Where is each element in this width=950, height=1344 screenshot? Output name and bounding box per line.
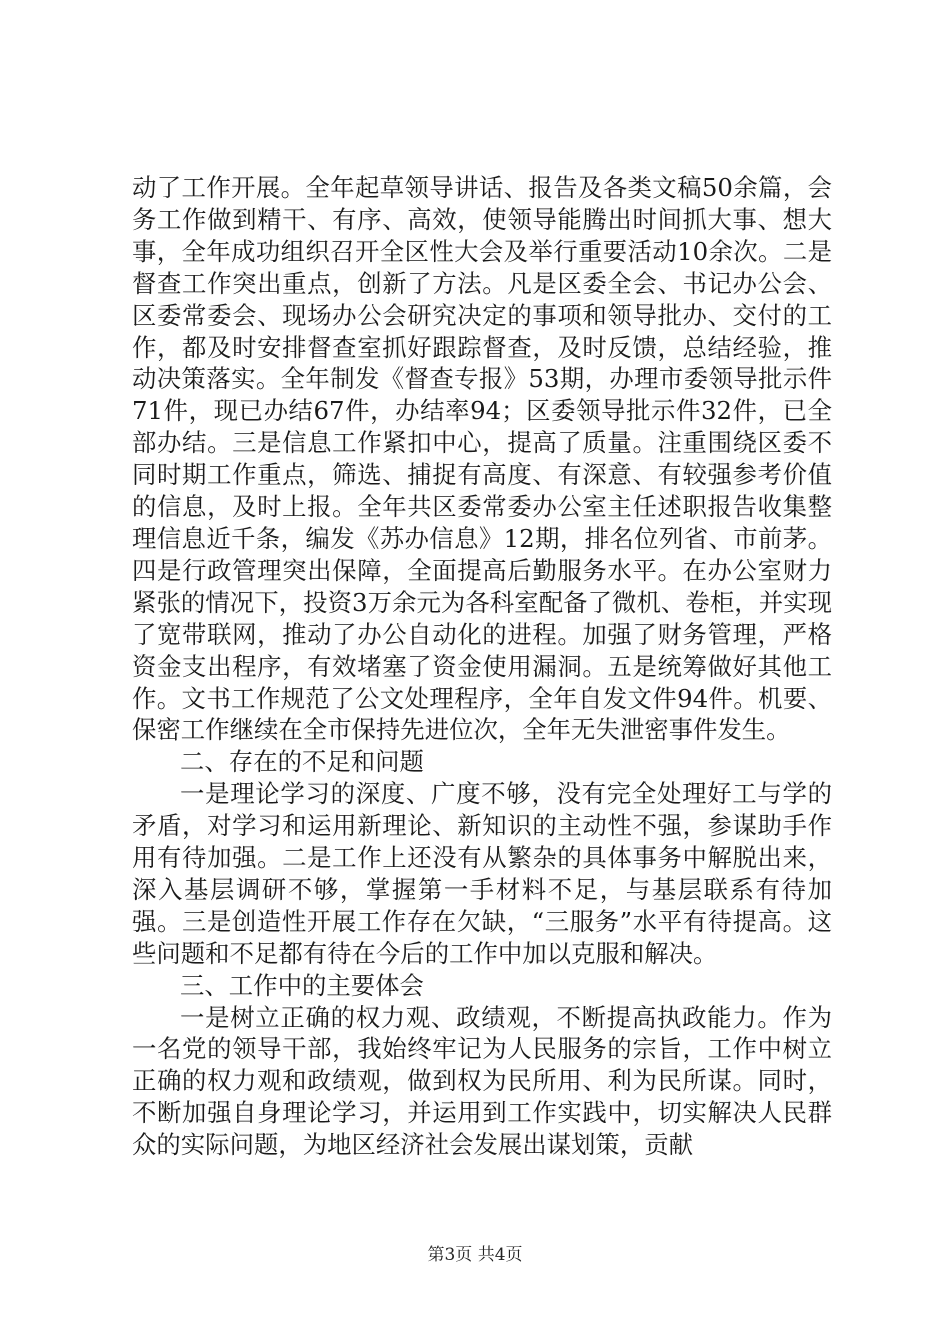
body-paragraph-problems: 一是理论学习的深度、广度不够，没有完全处理好工与学的矛盾，对学习和运用新理论、新知识的主动性不强，参谋助手作用有待加强。二是工作上还没有从繁杂的具体事务中解脱出来，深入基层调研不够，掌握第一手材料不足，与基层联系有待加强。三是创造性开展工作存在欠缺，“三服务”水平有待提高。这些问题和不足都有待在今后的工作中加以克服和解决。 — [132, 779, 832, 968]
document-body — [132, 172, 832, 1161]
body-paragraph-experience: 一是树立正确的权力观、政绩观，不断提高执政能力。作为一名党的领导干部，我始终牢记为人民服务的宗旨，工作中树立正确的权力观和政绩观，做到权为民所用、利为民所谋。同时，不断加强自身理论学习，并运用到工作实践中，切实解决人民群众的实际问题，为地区经济社会发展出谋划策，贡献 — [132, 1002, 832, 1160]
page-number-footer: 第3页 共4页 — [427, 1245, 523, 1265]
body-paragraph-continued: 动了工作开展。全年起草领导讲话、报告及各类文稿50余篇，会务工作做到精干、有序、高效，使领导能腾出时间抓大事、想大事，全年成功组织召开全区性大会及举行重要活动10余次。二是督查工作突出重点，创新了方法。凡是区委全会、书记办公会、区委常委会、现场办公会研究决定的事项和领导批办、交付的工作，都及时安排督查室抓好跟踪督查，及时反馈，总结经验，推动决策落实。全年制发《督查专报》53期，办理市委领导批示件71件，现已办结67件，办结率94；区委领导批示件32件，已全部办结。三是信息工作紧扣中心，提高了质量。注重围绕区委不同时期工作重点，筛选、捕捉有高度、有深意、有较强参考价值的信息，及时上报。全年共区委常委办公室主任述职报告收集整理信息近千条，编发《苏办信息》12期，排名位列省、市前茅。四是行政管理突出保障，全面提高后勤服务水平。在办公室财力紧张的情况下，投资3万余元为各科室配备了微机、卷柜，并实现了宽带联网，推动了办公自动化的进程。加强了财务管理，严格资金支出程序，有效堵塞了资金使用漏洞。五是统筹做好其他工作。文书工作规范了公文处理程序，全年自发文件94件。机要、保密工作继续在全市保持先进位次，全年无失泄密事件发生。 — [132, 173, 832, 745]
section-heading-problems: 二、存在的不足和问题 — [180, 747, 424, 777]
section-heading-experience: 三、工作中的主要体会 — [180, 970, 424, 1000]
